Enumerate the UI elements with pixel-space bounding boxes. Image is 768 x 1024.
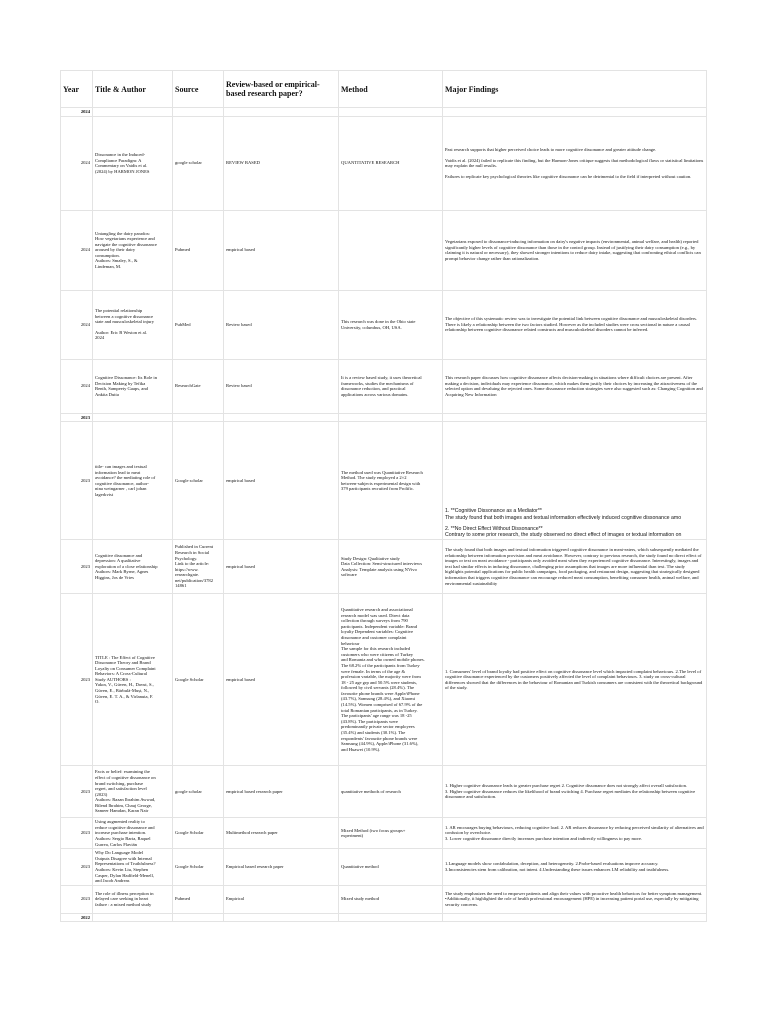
- cell-line: Link to the article:: [175, 561, 210, 567]
- cell-line: 1. Consumers' level of brand loyalty had positive effect on cognitive dissonance level which impacted complaint behaviours. 2.The level of cognitive dissonance experienced by the customers positively affected the level of complaint behaviours. 3. study on cross-cultural differences showed that the differences in the behaviour of Romanian and Turkish consumers are consistent with the theoretical background of the study.: [445, 668, 703, 691]
- cell-line: 1.Language models show confabulation, deception, and heterogeneity. 2.Probe-based evaluations improve accuracy.: [445, 861, 659, 867]
- type-cell[interactable]: [224, 540, 339, 594]
- cell-line: information lead to meat: [95, 469, 141, 475]
- cell-line: Güven, E., Bärbulă-Mușt, N.,: [95, 688, 150, 694]
- table-row: [61, 290, 707, 359]
- header-row: [61, 71, 707, 108]
- cell-line: Research in Social: [175, 549, 210, 555]
- cell-line: The potential relationship: [95, 308, 143, 314]
- cell-line: Gurrea, Carlos Flavián: [95, 841, 137, 847]
- cell-line: 1. Higher cognitive dissonance leads to greater purchase regret 2. Cognitive dissonance does not strongly affect overall satisfaction.: [445, 783, 688, 789]
- cell-line: Authors: Razan Ibrahim Awwad,: [95, 797, 156, 803]
- cell-line: Using augmented reality to: [95, 819, 145, 825]
- cell-line: Dissonance Theory and Brand: [95, 660, 151, 666]
- cell-line: 3. Lower cognitive dissonance directly increases purchase intention and indirectly willingness to pay more.: [445, 835, 643, 841]
- method-cell[interactable]: [339, 818, 443, 849]
- cell-line: google scholar: [175, 788, 202, 794]
- cell-line: Study AUTHORS :: [95, 676, 131, 682]
- table-row: [61, 766, 707, 818]
- cell-line: This research paper discusses how cognitive dissonance affects decision-making in situations where difficult choices are present. After making a decision, individuals may experience dissonance, which makes them justify their choices by increasing the attractiveness of the selected option and devaluing the rejected ones. Some dissonance reduction strategies were also suggested such as: Changing Cognition and Acquiring New Information: [445, 374, 703, 397]
- cell-line: ResearchGate: [175, 383, 201, 389]
- empty-cell[interactable]: [339, 413, 443, 422]
- type-cell[interactable]: [224, 818, 339, 849]
- cell-line: (2024) by HARMON JONES: [95, 168, 150, 174]
- method-cell[interactable]: [339, 540, 443, 594]
- cell-line: Data Collection: Semi-structured interviews: [341, 561, 423, 567]
- cell-line: Bilend Ibrahim, Chauj George,: [95, 802, 152, 808]
- cell-line: Benth, Sampeety Gaaps, and: [95, 386, 148, 392]
- year-cell[interactable]: 2024: [61, 116, 93, 210]
- cell-line: 2024: [95, 335, 105, 341]
- cell-line: empirical based research paper: [226, 788, 283, 794]
- cell-line: Loyalty on Consumer Complaint: [95, 665, 156, 671]
- empty-cell[interactable]: [93, 413, 173, 422]
- method-cell[interactable]: [339, 766, 443, 818]
- table-row: [61, 422, 707, 540]
- empty-cell[interactable]: [443, 413, 707, 422]
- title-author-cell[interactable]: [93, 849, 173, 886]
- cell-line: consumption.: [95, 252, 120, 258]
- year-cell[interactable]: 2023: [61, 422, 93, 540]
- method-cell[interactable]: [339, 359, 443, 413]
- cell-line: [341, 248, 440, 253]
- cell-line: The study found that both images and textual information triggered cognitive dissonance in meat-eaters, which subsequently mediated the relationship between information provision and meat avoidance. However, contrary to previous research, the study found no direct effect of images or text on meat avoidance - participants only avoided meat when they experienced cognitive dissonance. Interestingly, images and text had similar effects in inducing dissonance, challenging prior assumptions that images are more influential than text. The study highlights potential applications for public health campaigns, food packaging, and restaurant design, suggesting that strategically designed information that triggers cognitive dissonance can encourage reduced meat consumption, benefiting consumer health, animal welfare, and environmental sustainability: [445, 547, 702, 586]
- cell-line: Failures to replicate key psychological theories like cognitive dissonance can be detrimental to the field if interpreted without caution.: [445, 173, 692, 179]
- empty-cell[interactable]: [224, 413, 339, 422]
- cell-line: Decision Making by Tefika: [95, 380, 146, 386]
- findings-cell[interactable]: [443, 818, 707, 849]
- cell-line: empirical based: [226, 676, 255, 682]
- title-author-cell[interactable]: [93, 422, 173, 540]
- title-author-cell[interactable]: [93, 116, 173, 210]
- source-cell[interactable]: [173, 885, 224, 913]
- findings-cell[interactable]: [443, 540, 707, 594]
- header-source[interactable]: Source: [173, 71, 224, 108]
- year-cell[interactable]: 2023: [61, 540, 93, 594]
- cell-line: exploration of a close relationship: [95, 563, 158, 569]
- cell-line: net/publication/3782: [175, 577, 214, 583]
- cell-line: 1. **Cognitive Dissonance as a Mediator**: [445, 508, 542, 515]
- cell-line: total Romanian participants, as in Turkey.: [341, 707, 418, 713]
- source-cell[interactable]: [173, 849, 224, 886]
- cell-line: Empirical: [226, 896, 245, 902]
- empty-cell[interactable]: [224, 913, 339, 922]
- cell-line: •Additionally, it highlighted the role of health professional encouragement (HPE) in increasing patient portal use, especially by mitigating security concerns.: [445, 896, 699, 908]
- cell-line: Google Scholar: [175, 864, 204, 870]
- cell-line: (43.8%). The participants were: [341, 718, 398, 724]
- findings-cell[interactable]: [443, 849, 707, 886]
- method-cell[interactable]: [339, 422, 443, 540]
- table-row: [61, 849, 707, 886]
- cell-line: followed by civil servants (28.4%). The: [341, 685, 415, 691]
- cell-line: respondents' favourite phone brands were: [341, 735, 418, 741]
- cell-line: 14861: [175, 583, 187, 589]
- findings-cell[interactable]: [443, 594, 707, 766]
- cell-line: empirical based: [226, 477, 255, 483]
- title-author-cell[interactable]: [93, 885, 173, 913]
- findings-cell[interactable]: [443, 359, 707, 413]
- cell-line: Representations of Truthfulness?: [95, 861, 156, 867]
- type-cell[interactable]: [224, 290, 339, 359]
- cell-line: 379 participants recruited from Prolific.: [341, 486, 415, 492]
- header-year[interactable]: Year: [61, 71, 93, 108]
- cell-line: Review based: [226, 383, 252, 389]
- title-author-cell[interactable]: [93, 290, 173, 359]
- cell-line: Yakın, V., Güven, H., Davut, S.,: [95, 682, 154, 688]
- type-cell[interactable]: [224, 849, 339, 886]
- table-row: [61, 116, 707, 210]
- cell-line: reduce cognitive dissonance and: [95, 824, 155, 830]
- cell-line: This research was done in the Ohio state: [341, 319, 416, 324]
- source-cell[interactable]: [173, 422, 224, 540]
- cell-line: Review based: [226, 321, 252, 327]
- cell-line: Why Do Language Model: [95, 850, 144, 856]
- year-cell[interactable]: 2023: [61, 594, 93, 766]
- cell-line: loyalty Dependent variables: Cognitive: [341, 629, 414, 635]
- cell-line: (43.7%), Samsung (28.4%), and Xiaomi: [341, 696, 415, 702]
- year-group-row: [61, 913, 707, 922]
- cell-line: navigate the cognitive dissonance: [95, 241, 157, 247]
- cell-line: between a cognitive dissonance: [95, 313, 154, 319]
- cell-line: 3. Higher cognitive dissonance reduces the likelihood of brand switching 4. Purchase regret mediates the relationship between cognitive dissonance and satisfaction.: [445, 788, 696, 800]
- cell-line: participants. Independent variable: Brand: [341, 623, 418, 629]
- cell-line: The objective of this systematic review was to investigate the potential link between cognitive dissonance and musculoskeletal disorders. There is likely a relationship between the two factors studied. However as the included studies were cross sectional in nature a causal relationship between cognitive dissonance related constructs and musculoskeletal disorders cannot be inferred.: [445, 316, 698, 333]
- cell-line: Mixed study method: [341, 896, 380, 902]
- cell-line: Sameer Hamdan, Karan Nair: [95, 808, 149, 814]
- cell-line: predominantly private sector employees: [341, 724, 415, 730]
- cell-line: Psychology.: [175, 555, 198, 561]
- cell-line: It is a review based study, it uses theoretical: [341, 374, 422, 380]
- cell-line: cognitive dissonance, author-: [95, 480, 149, 486]
- cell-line: https://www.: [175, 566, 199, 572]
- cell-line: PubMed: [175, 321, 191, 327]
- cell-line: title- can images and textual: [95, 463, 147, 469]
- cell-line: (14.5%). Women comprised of 67.9% of the: [341, 702, 423, 708]
- cell-line: experiment): [341, 833, 364, 839]
- table-row: [61, 818, 707, 849]
- cell-line: Published in Current: [175, 544, 214, 550]
- findings-cell[interactable]: [443, 290, 707, 359]
- year-cell[interactable]: 2024: [61, 359, 93, 413]
- method-cell[interactable]: [339, 885, 443, 913]
- cell-line: Samsung (44.9%), Apple/iPhone (31.6%),: [341, 741, 419, 747]
- cell-line: Authors: Mark Byrne, Agnes: [95, 569, 149, 575]
- year-group-label[interactable]: 2024: [61, 108, 93, 117]
- type-cell[interactable]: [224, 766, 339, 818]
- year-cell[interactable]: 2024: [61, 290, 93, 359]
- method-cell[interactable]: [339, 210, 443, 290]
- cell-line: Contrary to some prior research, the study observed no direct effect of images or textual information on: [445, 531, 682, 538]
- title-author-cell[interactable]: [93, 210, 173, 290]
- source-cell[interactable]: [173, 290, 224, 359]
- cell-line: were female. In terms of the age &: [341, 668, 406, 674]
- cell-line: quantitative methods of research: [341, 788, 401, 794]
- cell-line: aroused by their dairy: [95, 247, 136, 253]
- title-author-cell[interactable]: [93, 540, 173, 594]
- cell-line: Casper, Dylan Hadfield-Menell,: [95, 872, 155, 878]
- cell-line: University, columbus, OH, USA.: [341, 324, 402, 330]
- cell-line: empirical based: [226, 247, 255, 253]
- empty-cell[interactable]: [443, 108, 707, 117]
- cell-line: profession variable, the majority were from: [341, 674, 421, 680]
- year-cell[interactable]: 2023: [61, 885, 93, 913]
- cell-line: The study emphasizes the need to empower patients and align their values with proactive health behaviors for better symptom management.: [445, 890, 703, 896]
- cell-line: Pubmed: [175, 247, 191, 253]
- table-row: [61, 359, 707, 413]
- source-cell[interactable]: [173, 540, 224, 594]
- year-group-label[interactable]: 2022: [61, 913, 93, 922]
- cell-line: Google Scholar: [175, 676, 204, 682]
- cell-line: avoidance? the mediating role of: [95, 475, 156, 481]
- cell-line: QUANTITATIVE RESEARCH: [341, 160, 400, 166]
- title-author-cell[interactable]: [93, 766, 173, 818]
- cell-line: Vegetarians exposed to dissonance-inducing information on dairy's negative impacts (environmental, animal welfare, and health) reported significantly higher levels of cognitive dissonance than those in the control group. Instead of justifying their dairy consumption (e.g., by claiming it is natural or necessary), they showed stronger intentions to reduce dairy intake, suggesting that confronting ethical conflicts can prompt behavior change rather than rationalization.: [445, 238, 701, 261]
- title-author-cell[interactable]: [93, 594, 173, 766]
- cell-line: Ankita Dutta: [95, 391, 119, 397]
- cell-line: state and musculoskeletal injury: [95, 319, 155, 325]
- table-row: [61, 885, 707, 913]
- cell-line: Study Design: Qualitative study: [341, 555, 400, 561]
- header-findings[interactable]: Major Findings: [443, 71, 707, 108]
- empty-cell[interactable]: [224, 108, 339, 117]
- cell-line: Quantitative research and associational: [341, 606, 413, 612]
- findings-cell[interactable]: [443, 422, 707, 540]
- empty-cell[interactable]: [339, 913, 443, 922]
- year-group-label[interactable]: 2023: [61, 413, 93, 422]
- findings-cell[interactable]: [443, 885, 707, 913]
- empty-cell[interactable]: [93, 913, 173, 922]
- cell-line: nina weingarner , carl johan: [95, 486, 147, 492]
- cell-line: The participants' age range was 18 -25: [341, 713, 412, 719]
- cell-line: Higgins, Jos de Vries: [95, 575, 134, 581]
- source-cell[interactable]: [173, 818, 224, 849]
- cell-line: and Romania and who owned mobile phones.: [341, 657, 425, 663]
- cell-line: empirical based: [226, 563, 255, 569]
- cell-line: 1. AR encourages buying behaviours, reducing cognitive load. 2. AR reduces dissonance by reducing perceived similarity of alternatives and confusion by overchoice.: [445, 824, 704, 836]
- cell-line: Authors: Smaley, S., &: [95, 258, 138, 264]
- cell-line: 18 - 25 age grp and 50.5% were students,: [341, 679, 418, 685]
- cell-line: How vegetarians experience and: [95, 236, 155, 242]
- cell-line: Commentary on Vaidis et al.: [95, 163, 148, 169]
- source-cell[interactable]: [173, 116, 224, 210]
- cell-line: Author: Eric B Weston et al.: [95, 329, 148, 335]
- table-row: [61, 210, 707, 290]
- cell-line: The sample for this research included: [341, 646, 411, 652]
- cell-line: Cognitive Dissonance: Its Role in: [95, 374, 158, 380]
- cell-line: O.: [95, 699, 100, 705]
- cell-line: collection through surveys from 790: [341, 618, 408, 624]
- type-cell[interactable]: [224, 116, 339, 210]
- cell-line: Güven, E. T. A., & Virlanuta, F.: [95, 693, 154, 699]
- cell-line: Untangling the dairy paradox:: [95, 230, 151, 236]
- type-cell[interactable]: [224, 210, 339, 290]
- year-cell[interactable]: 2024: [61, 210, 93, 290]
- cell-line: Empirical based research paper: [226, 864, 284, 870]
- cell-line: Authors: Kevin Liu, Stephen: [95, 866, 149, 872]
- cell-line: between-subjects experimental design with: [341, 480, 421, 486]
- cell-line: regret, and satisfaction level: [95, 786, 147, 792]
- year-cell[interactable]: 2023: [61, 849, 93, 886]
- cell-line: behaviour: [341, 640, 360, 646]
- empty-cell[interactable]: [173, 108, 224, 117]
- cell-line: favourite phone brands were Apple/iPhone: [341, 690, 420, 696]
- findings-cell[interactable]: [443, 210, 707, 290]
- cell-line: Multimethod research paper: [226, 830, 278, 836]
- method-cell[interactable]: [339, 594, 443, 766]
- cell-line: effect of cognitive dissonance on: [95, 774, 156, 780]
- table-row: [61, 594, 707, 766]
- type-cell[interactable]: [224, 422, 339, 540]
- cell-line: google scholar: [175, 160, 202, 166]
- empty-cell[interactable]: [173, 913, 224, 922]
- cell-line: Behaviors: A Cross-Cultural: [95, 671, 148, 677]
- cell-line: Mixed Method (two focus groups+: [341, 827, 406, 833]
- cell-line: 2. **No Direct Effect Without Dissonance**: [445, 525, 543, 532]
- cell-line: (35.4%) and students (30.1%). The: [341, 730, 406, 736]
- type-cell[interactable]: [224, 885, 339, 913]
- empty-cell[interactable]: [173, 413, 224, 422]
- cell-line: Compliance Paradigm: A: [95, 157, 142, 163]
- year-cell[interactable]: 2023: [61, 818, 93, 849]
- cell-line: Past research supports that higher perceived choice leads to more cognitive dissonance and greater attitude change.: [445, 146, 657, 152]
- cell-line: delayed care seeking in heart: [95, 896, 149, 902]
- table-row: [61, 540, 707, 594]
- literature-review-table: [60, 70, 707, 922]
- empty-cell[interactable]: [339, 108, 443, 117]
- cell-line: dissonance reduction, and practical: [341, 386, 406, 392]
- empty-cell[interactable]: [93, 108, 173, 117]
- findings-cell[interactable]: [443, 766, 707, 818]
- cell-line: Analysis: Template analysis using NVivo: [341, 566, 417, 572]
- cell-line: Google scholar: [175, 477, 203, 483]
- cell-line: lagerkvist: [95, 491, 114, 497]
- cell-line: Lindeman, M.: [95, 264, 122, 270]
- cell-line: and Huawei (10.9%).: [341, 746, 381, 752]
- header-title-author[interactable]: Title & Author: [93, 71, 173, 108]
- cell-line: Outputs Disagree with Internal: [95, 855, 152, 861]
- cell-line: Cognitive dissonance and: [95, 552, 143, 558]
- cell-line: frameworks, studies the mechanisms of: [341, 380, 414, 386]
- cell-line: The study found that both images and textual information effectively induced cognitive dissonance amo: [445, 514, 682, 521]
- cell-line: applications across various domains.: [341, 391, 409, 397]
- cell-line: dissonance and customer complaint: [341, 634, 407, 640]
- year-group-row: [61, 413, 707, 422]
- header-method[interactable]: Method: [339, 71, 443, 108]
- year-group-row: [61, 108, 707, 117]
- source-cell[interactable]: [173, 210, 224, 290]
- cell-line: The role of illness perception in: [95, 890, 154, 896]
- cell-line: increase purchase intention.: [95, 830, 147, 836]
- year-cell[interactable]: 2023: [61, 766, 93, 818]
- cell-line: REVIEW BASED: [226, 160, 260, 166]
- source-cell[interactable]: [173, 359, 224, 413]
- method-cell[interactable]: [339, 849, 443, 886]
- method-cell[interactable]: [339, 116, 443, 210]
- title-author-cell[interactable]: [93, 818, 173, 849]
- cell-line: Authors: Sergio Barta, Raquel: [95, 835, 151, 841]
- cell-line: depression: A qualitative: [95, 558, 141, 564]
- cell-line: 3.Inconsistencies stem from calibration, not intent. 4.Understanding these issues enhances LM reliability and truthfulness.: [445, 866, 670, 872]
- header-type[interactable]: Review-based or empirical-based research paper?: [224, 71, 339, 108]
- cell-line: Dissonance in the Induced-: [95, 151, 146, 157]
- cell-line: software: [341, 572, 357, 578]
- source-cell[interactable]: [173, 766, 224, 818]
- type-cell[interactable]: [224, 359, 339, 413]
- cell-line: Facts or belief: examining the: [95, 769, 150, 775]
- cell-line: Vaidis et al. (2024) failed to replicate this finding, but the Harmon-Jones critique suggests that methodological flaws or statistical limitations may explain the null results.: [445, 157, 704, 169]
- title-author-cell[interactable]: [93, 359, 173, 413]
- cell-line: Pubmed: [175, 896, 191, 902]
- cell-line: Quantitative method: [341, 864, 379, 870]
- cell-line: customers who were citizens of Turkey: [341, 651, 414, 657]
- cell-line: research model was used. Direct data: [341, 612, 410, 618]
- cell-line: (2023): [95, 791, 108, 797]
- cell-line: researchgate.: [175, 572, 200, 578]
- type-cell[interactable]: [224, 594, 339, 766]
- empty-cell[interactable]: [443, 913, 707, 922]
- cell-line: TITLE : The Effect of Cognitive: [95, 654, 155, 660]
- cell-line: brand switching, purchase: [95, 780, 144, 786]
- cell-line: and Jacob Andreas: [95, 878, 130, 884]
- cell-line: The 68.2% of the participants from Turkey: [341, 662, 420, 668]
- cell-line: failure : a mixed method study: [95, 902, 152, 908]
- source-cell[interactable]: [173, 594, 224, 766]
- method-cell[interactable]: [339, 290, 443, 359]
- findings-cell[interactable]: [443, 116, 707, 210]
- cell-line: Method. The study employed a 2×2: [341, 475, 407, 481]
- cell-line: Google Scholar: [175, 830, 204, 836]
- cell-line: The method used was Quantitative Research: [341, 469, 423, 475]
